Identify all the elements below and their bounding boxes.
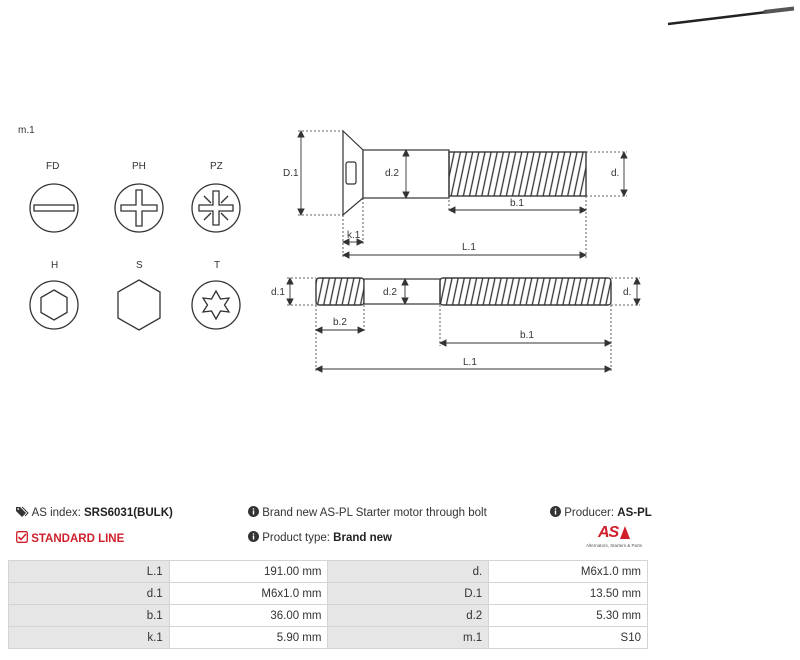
as-index-row: [16, 506, 173, 519]
spec-value: 5.90 mm: [169, 627, 328, 649]
head-label-s: S: [136, 260, 143, 271]
dim-b2-label: b.2: [333, 317, 347, 328]
spec-key: D.1: [328, 583, 489, 605]
standard-line-row: [16, 531, 124, 545]
spec-row: [9, 583, 648, 605]
logo-mark: AS: [598, 524, 619, 541]
dim-d-label: d.: [611, 168, 620, 179]
product-type-label: Product type:: [262, 532, 330, 544]
dim-b1-bottom-label: b.1: [520, 330, 534, 341]
dim-d2-label: d.2: [385, 168, 399, 179]
producer-value: AS-PL: [617, 507, 652, 519]
head-types-title: m.1: [18, 125, 35, 136]
spec-row: [9, 627, 648, 649]
dim-L1-bottom-label: L.1: [463, 357, 477, 368]
spec-key: k.1: [9, 627, 170, 649]
spec-value: 5.30 mm: [489, 605, 648, 627]
producer-label: Producer:: [564, 507, 615, 519]
info-icon: [248, 506, 259, 517]
as-pl-logo: [588, 524, 650, 552]
product-type-row: [248, 531, 392, 544]
description-row: [248, 506, 487, 519]
dim-d1-label: d.1: [271, 287, 285, 298]
dim-k1-label: k.1: [347, 230, 361, 241]
spec-key: d.1: [9, 583, 170, 605]
spec-value: 13.50 mm: [489, 583, 648, 605]
dim-d2-bottom-label: d.2: [383, 287, 397, 298]
head-label-h: H: [51, 260, 59, 271]
spec-row: [9, 605, 648, 627]
spec-value: M6x1.0 mm: [169, 583, 328, 605]
logo-tagline: Alternators, Starters & Parts: [586, 543, 643, 548]
spec-key: b.1: [9, 605, 170, 627]
head-label-pz: PZ: [210, 161, 223, 172]
specs-table: [8, 560, 648, 649]
as-index-value: SRS6031(BULK): [84, 507, 173, 519]
spec-value: 36.00 mm: [169, 605, 328, 627]
dim-D1-label: D.1: [283, 168, 299, 179]
description-text: Brand new AS-PL Starter motor through bolt: [262, 507, 487, 519]
spec-value: 191.00 mm: [169, 561, 328, 583]
head-label-ph: PH: [132, 161, 146, 172]
dim-b1-label: b.1: [510, 198, 524, 209]
spec-value: S10: [489, 627, 648, 649]
spec-row: [9, 561, 648, 583]
dim-d-bottom-label: d.: [623, 287, 632, 298]
head-label-fd: FD: [46, 161, 60, 172]
spec-key: L.1: [9, 561, 170, 583]
tag-icon: [16, 506, 29, 517]
dim-L1-label: L.1: [462, 242, 476, 253]
info-icon: [550, 506, 561, 517]
spec-key: d.2: [328, 605, 489, 627]
spec-value: M6x1.0 mm: [489, 561, 648, 583]
as-index-label: AS index:: [31, 507, 81, 519]
head-label-t: T: [214, 260, 221, 271]
checkbox-check-icon: [16, 531, 28, 543]
logo-triangle: [620, 526, 630, 539]
standard-line-label: STANDARD LINE: [31, 533, 125, 545]
spec-key: d.: [328, 561, 489, 583]
spec-key: m.1: [328, 627, 489, 649]
info-icon: [248, 531, 259, 542]
product-type-value: Brand new: [333, 532, 392, 544]
producer-row: [550, 506, 652, 519]
